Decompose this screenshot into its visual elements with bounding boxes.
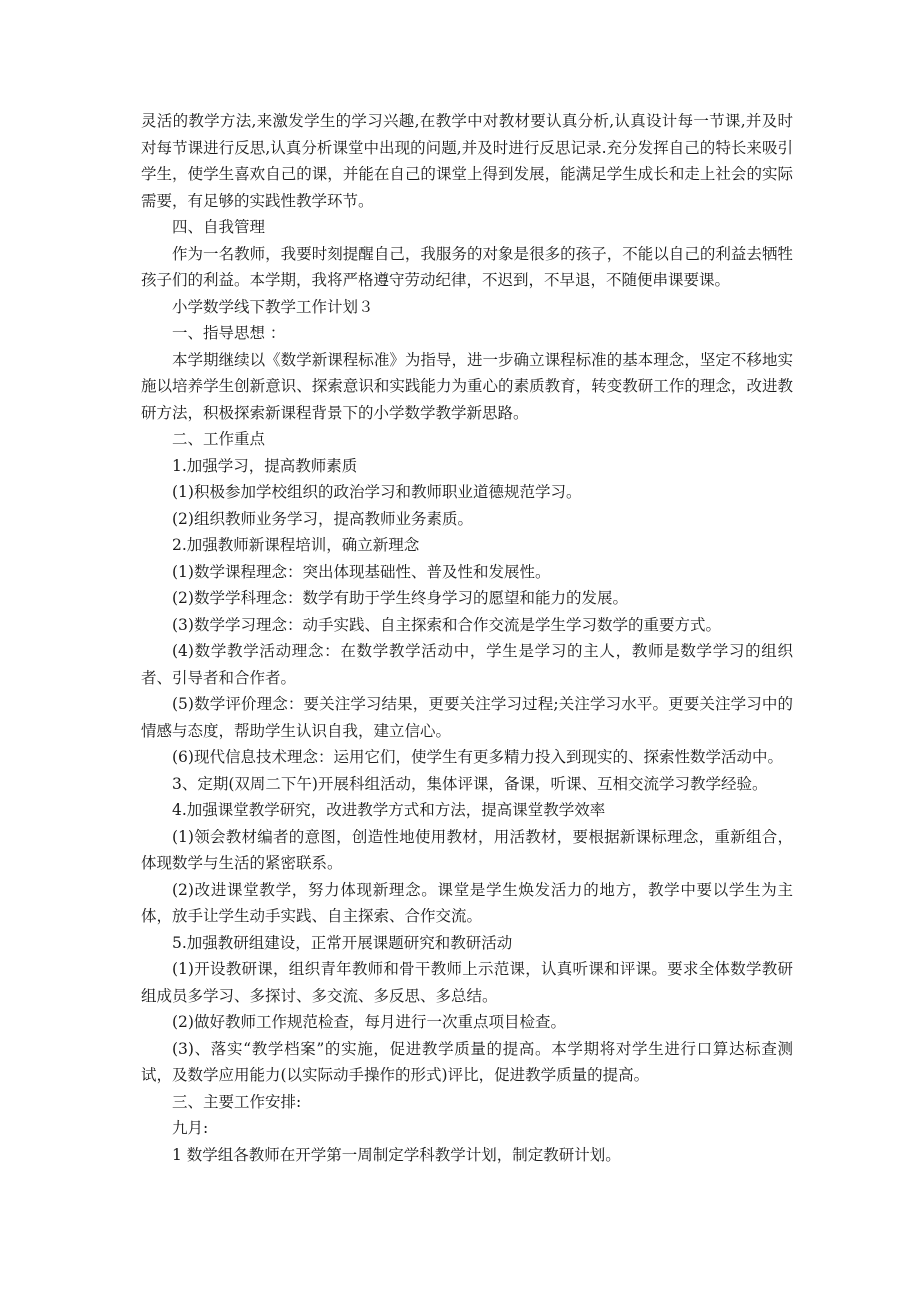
list-item: (4)数学教学活动理念：在数学教学活动中，学生是学习的主人，教师是数学学习的组织者、引导者和合作者。 (141, 642, 793, 687)
month-heading-september: 九月: (172, 1119, 209, 1137)
document-body (141, 108, 793, 1168)
section-heading-work-focus: 二、工作重点 (172, 430, 266, 448)
list-item: (6)现代信息技术理念：运用它们，使学生有更多精力投入到现实的、探索性数学活动中。 (172, 748, 783, 766)
subheading-1: 1.加强学习，提高教师素质 (172, 456, 358, 475)
list-item: (1)领会教材编者的意图，创造性地使用教材，用活教材，要根据新课标理念，重新组合，体现数学与生活的紧密联系。 (141, 827, 793, 872)
section-heading-self-management: 四、自我管理 (172, 218, 266, 236)
paragraph-6: 本学期继续以《数学新课程标准》为指导，进一步确立课程标准的基本理念，坚定不移地实施以培养学生创新意识、探索意识和实践能力为重心的素质教育，转变教研工作的理念，改进教研方法，积极探索新课程背景下的小学数学教学新思路。 (141, 350, 793, 422)
list-item: (3)数学学习理念：动手实践、自主探索和合作交流是学生学习数学的重要方式。 (172, 615, 721, 634)
list-item: (2)做好教师工作规范检查，每月进行一次重点项目检查。 (172, 1013, 566, 1031)
list-item: (2)数学学科理念：数学有助于学生终身学习的愿望和能力的发展。 (172, 589, 628, 607)
subheading-3: 3、定期(双周二下午)开展科组活动，集体评课，备课，听课、互相交流学习教学经验。 (172, 774, 768, 793)
list-item: (5)数学评价理念：要关注学习结果，更要关注学习过程;关注学习水平。更要关注学习中的情感与态度，帮助学生认识自我，建立信心。 (141, 695, 793, 740)
section-heading-guiding-ideology: 一、指导思想 ： (172, 324, 286, 342)
paragraph-3: 作为一名教师，我要时刻提醒自己，我服务的对象是很多的孩子，不能以自己的利益去牺牲孩子们的利益。本学期，我将严格遵守劳动纪律，不迟到，不早退，不随便串课要课。 (141, 244, 793, 289)
list-item: (3)、落实“教学档案”的实施，促进教学质量的提高。本学期将对学生进行口算达标查测试，及数学应用能力(以实际动手操作的形式)评比，促进教学质量的提高。 (141, 1039, 793, 1084)
section-heading-work-schedule: 三、主要工作安排: (172, 1092, 302, 1111)
list-item: 1 数学组各教师在开学第一周制定学科教学计划，制定教研计划。 (172, 1145, 621, 1164)
list-item: (1)积极参加学校组织的政治学习和教师职业道德规范学习。 (172, 483, 582, 501)
list-item: (2)组织教师业务学习，提高教师业务素质。 (172, 509, 473, 528)
subheading-5: 5.加强教研组建设，正常开展课题研究和教研活动 (172, 933, 513, 952)
list-item: (2)改进课堂教学，努力体现新理念。课堂是学生焕发活力的地方，教学中要以学生为主体，放手让学生动手实践、自主探索、合作交流。 (141, 880, 793, 925)
subheading-2: 2.加强教师新课程培训，确立新理念 (172, 536, 420, 554)
paragraph-1: 灵活的教学方法,来激发学生的学习兴趣,在教学中对教材要认真分析,认真设计每一节课,并及时对每节课进行反思,认真分析课堂中出现的问题,并及时进行反思记录.充分发挥自己的特长来吸引学生，使学生喜欢自己的课，并能在自己的课堂上得到发展，能满足学生成长和走上社会的实际需要，有足够的实践性教学环节。 (141, 112, 793, 210)
list-item: (1)数学课程理念：突出体现基础性、普及性和发展性。 (172, 562, 551, 581)
list-item: (1)开设教研课，组织青年教师和骨干教师上示范课，认真听课和评课。要求全体数学教研组成员多学习、多探讨、多交流、多反思、多总结。 (141, 960, 793, 1005)
subheading-4: 4.加强课堂教学研究，改进教学方式和方法，提高课堂教学效率 (172, 801, 606, 819)
document-title: 小学数学线下教学工作计划３ (172, 297, 374, 316)
